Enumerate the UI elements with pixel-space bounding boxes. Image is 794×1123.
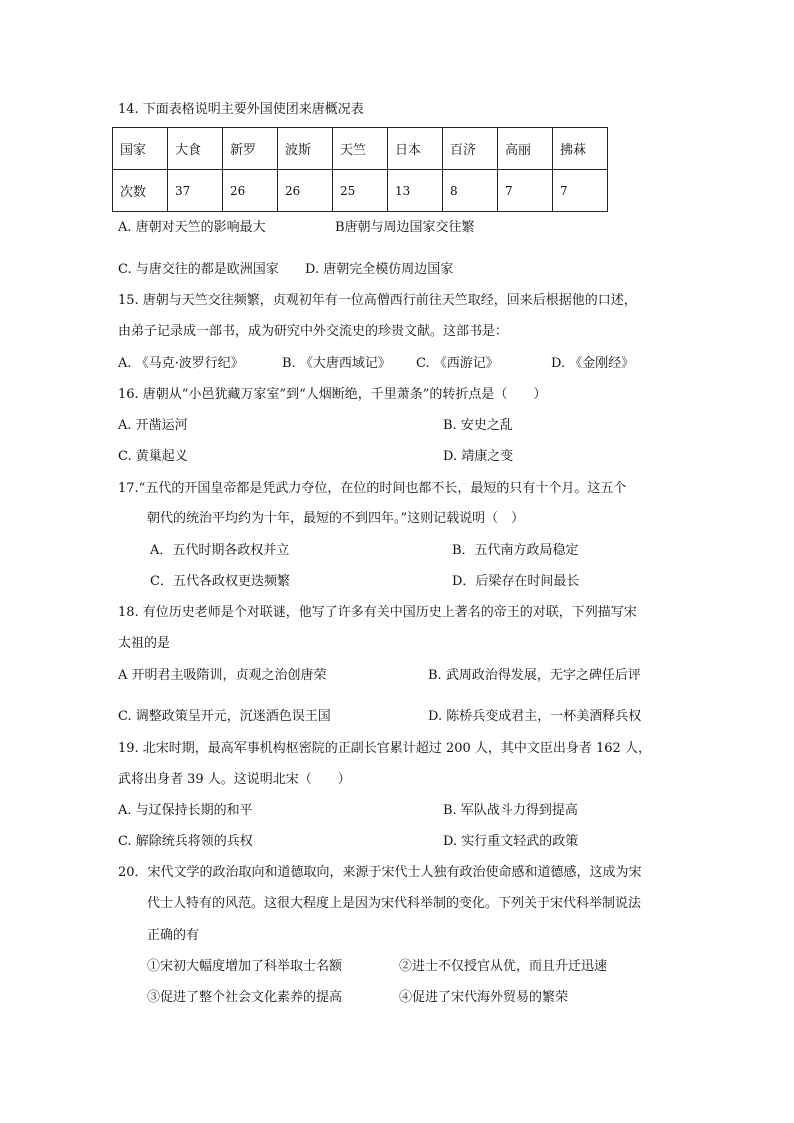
table-row-countries [113,128,608,170]
table-cell: 7 [498,170,553,212]
envoy-table [112,127,608,212]
table-cell: 8 [443,170,498,212]
q17-option-b: B．五代南方政局稳定 [452,543,579,558]
table-cell: 26 [278,170,333,212]
table-cell: 次数 [113,170,168,212]
table-cell: 日本 [388,128,443,170]
q15-option-c: C. 《西游记》 [416,356,499,371]
table-cell: 波斯 [278,128,333,170]
q20-option-3: ③促进了整个社会文化素养的提高 [147,990,343,1005]
q15-option-d: D. 《金刚经》 [551,356,635,371]
q20-stem-line3: 正确的有 [147,928,200,943]
q14-option-b: B唐朝与周边国家交往繁 [335,220,475,235]
q15-option-b: B. 《大唐西域记》 [282,356,391,371]
table-cell: 13 [388,170,443,212]
q19-option-b: B. 军队战斗力得到提高 [443,803,578,818]
q15-stem-line2: 由弟子记录成一部书，成为研究中外交流史的珍贵文献。这部书是： [118,324,509,339]
q18-option-d: D. 陈桥兵变成君主，一杯美酒释兵权 [428,709,642,724]
q17-option-c: C．五代各政权更迭频繁 [150,574,290,589]
q16-stem: 16. 唐朝从“小邑犹藏万家室”到“人烟断绝，千里萧条”的转折点是（ ） [118,387,547,402]
q17-option-a: A．五代时期各政权并立 [150,543,290,558]
table-cell: 25 [333,170,388,212]
q14-stem: 14. 下面表格说明主要外国使团来唐概况表 [118,102,364,117]
q19-stem-line1: 19. 北宋时期，最高军事机构枢密院的正副长官累计超过 200 人，其中文臣出身者 162 人， [118,741,651,756]
table-cell: 拂菻 [553,128,608,170]
q16-option-d: D. 靖康之变 [443,449,514,464]
q18-option-c: C. 调整政策呈开元，沉迷酒色误王国 [118,709,331,724]
q14-option-c: C. 与唐交往的都是欧洲国家 [118,262,279,277]
q18-option-a: A 开明君主吸隋训，贞观之治创唐荣 [118,668,327,683]
table-cell: 大食 [168,128,223,170]
q20-stem-line1: 20．宋代文学的政治取向和道德取向，来源于宋代士人独有政治使命感和道德感，这成为宋 [118,865,642,880]
q16-option-b: B. 安史之乱 [443,418,513,433]
table-cell: 新罗 [223,128,278,170]
q19-option-d: D. 实行重文轻武的政策 [443,834,579,849]
table-cell: 7 [553,170,608,212]
q17-stem-line2: 朝代的统治平均约为十年，最短的不到四年。”这则记载说明（ ） [147,511,525,526]
q20-option-1: ①宋初大幅度增加了科举取士名额 [147,959,343,974]
q20-option-2: ②进士不仅授官从优，而且升迁迅速 [399,959,608,974]
q17-stem-line1: 17.“五代的开国皇帝都是凭武力夺位，在位的时间也都不长，最短的只有十个月。这五个 [118,481,627,496]
table-row-counts [113,170,608,212]
q20-stem-line2: 代士人特有的风范。这很大程度上是因为宋代科举制的变化。下列关于宋代科举制说法 [147,896,642,911]
q14-option-a: A. 唐朝对天竺的影响最大 [118,220,266,235]
q17-option-d: D．后梁存在时间最长 [452,574,580,589]
q18-stem-line1: 18. 有位历史老师是个对联谜，他写了许多有关中国历史上著名的帝王的对联，下列描写宋 [118,605,637,620]
q16-option-a: A. 开凿运河 [118,418,188,433]
q19-option-c: C. 解除统兵将领的兵权 [118,834,253,849]
table-cell: 国家 [113,128,168,170]
table-cell: 百济 [443,128,498,170]
table-cell: 高丽 [498,128,553,170]
q15-stem-line1: 15. 唐朝与天竺交往频繁，贞观初年有一位高僧西行前往天竺取经，回来后根据他的口述， [118,293,637,308]
q16-option-c: C. 黄巢起义 [118,449,188,464]
q15-option-a: A. 《马克·波罗行纪》 [118,356,244,371]
table-cell: 37 [168,170,223,212]
table-cell: 26 [223,170,278,212]
table-cell: 天竺 [333,128,388,170]
q20-option-4: ④促进了宋代海外贸易的繁荣 [399,990,569,1005]
q19-stem-line2: 武将出身者 39 人。这说明北宋（ ） [118,772,351,787]
q19-option-a: A. 与辽保持长期的和平 [118,803,253,818]
q18-stem-line2: 太祖的是 [118,636,171,651]
q18-option-b: B. 武周政治得发展，无字之碑任后评 [428,668,641,683]
q14-option-d: D. 唐朝完全模仿周边国家 [305,262,454,277]
